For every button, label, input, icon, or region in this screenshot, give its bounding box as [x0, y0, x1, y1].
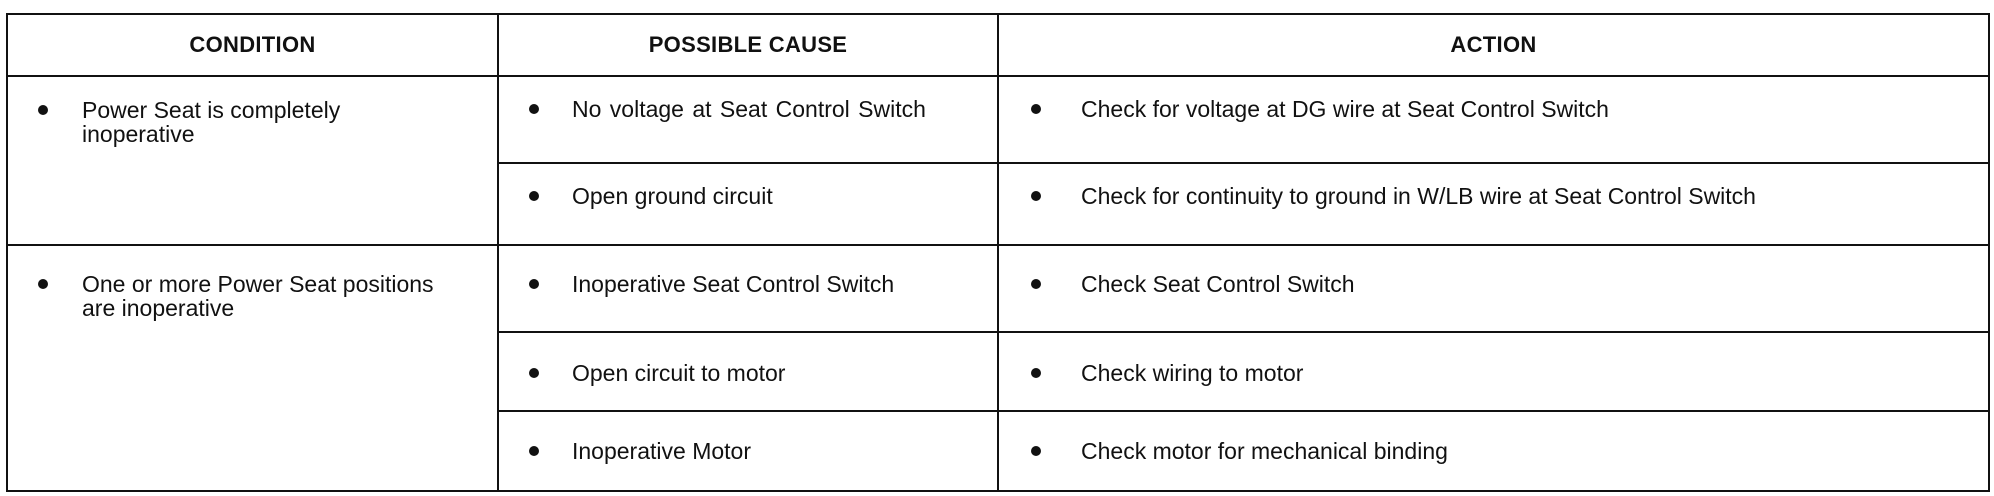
table-header-row: [7, 14, 1989, 76]
action-text: Check wiring to motor: [1081, 360, 1304, 386]
diagnosis-table: [6, 13, 1990, 492]
diagnosis-chart: [6, 13, 1988, 490]
bullet-icon: [529, 368, 539, 378]
action-text: Check for continuity to ground in W/LB wire at Seat Control Switch: [1081, 183, 1756, 209]
bullet-icon: [529, 279, 539, 289]
bullet-icon: [1031, 104, 1041, 114]
condition-text: Power Seat is completely inoperative: [82, 97, 341, 147]
bullet-icon: [529, 191, 539, 201]
cause-cell: [498, 332, 998, 411]
action-text: Check for voltage at DG wire at Seat Control Switch: [1081, 96, 1609, 122]
header-action: ACTION: [998, 14, 1989, 76]
action-cell: [998, 245, 1989, 332]
cause-text: Inoperative Motor: [572, 438, 751, 464]
cause-text: Inoperative Seat Control Switch: [572, 271, 895, 297]
cause-cell: [498, 163, 998, 245]
bullet-icon: [1031, 446, 1041, 456]
bullet-icon: [529, 104, 539, 114]
cause-cell: [498, 76, 998, 163]
condition-cell: [7, 245, 498, 491]
cause-cell: [498, 411, 998, 491]
action-cell: [998, 411, 1989, 491]
bullet-icon: [529, 446, 539, 456]
table-row: [7, 245, 1989, 332]
bullet-icon: [1031, 279, 1041, 289]
table-row: [7, 76, 1989, 163]
bullet-icon: [38, 279, 48, 289]
action-cell: [998, 76, 1989, 163]
action-cell: [998, 163, 1989, 245]
bullet-icon: [1031, 368, 1041, 378]
header-condition: CONDITION: [7, 14, 498, 76]
cause-text: Open ground circuit: [572, 183, 773, 209]
cause-text: No voltage at Seat Control Switch: [572, 96, 926, 122]
action-cell: [998, 332, 1989, 411]
header-possible-cause: POSSIBLE CAUSE: [498, 14, 998, 76]
action-text: Check motor for mechanical binding: [1081, 438, 1448, 464]
bullet-icon: [1031, 191, 1041, 201]
condition-text: One or more Power Seat positions are inoperative: [82, 271, 434, 321]
cause-cell: [498, 245, 998, 332]
condition-cell: [7, 76, 498, 245]
action-text: Check Seat Control Switch: [1081, 271, 1355, 297]
cause-text: Open circuit to motor: [572, 360, 786, 386]
bullet-icon: [38, 105, 48, 115]
